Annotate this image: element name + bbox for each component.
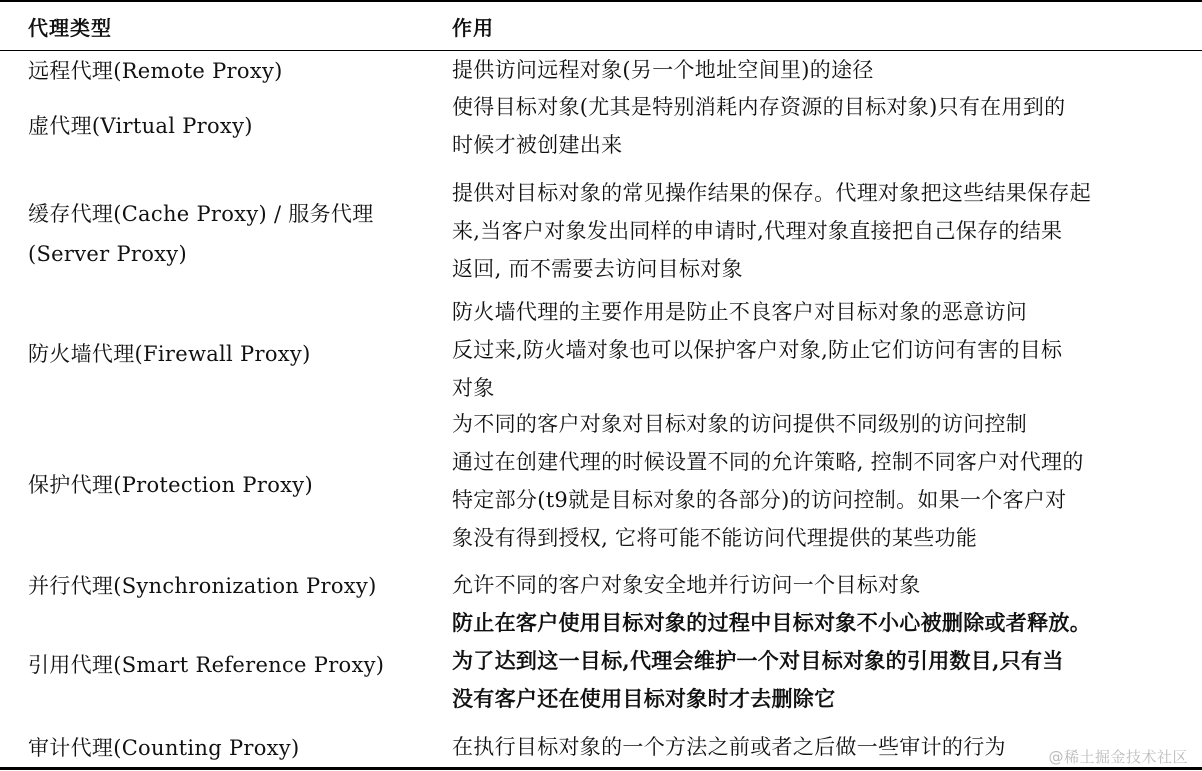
proxy-type-firewall: 防火墙代理(Firewall Proxy) bbox=[28, 342, 311, 366]
proxy-type-protection: 保护代理(Protection Proxy) bbox=[28, 473, 313, 497]
table-top-rule bbox=[0, 0, 1202, 2]
proxy-type-virtual: 虚代理(Virtual Proxy) bbox=[28, 114, 253, 138]
purpose-firewall: 防火墙代理的主要作用是防止不良客户对目标对象的恶意访问 反过来,防火墙对象也可以保护客户对象,防止它们访问有害的目标 对象 bbox=[452, 300, 1063, 400]
proxy-type-cache: 缓存代理(Cache Proxy) / 服务代理 (Server Proxy) bbox=[28, 202, 374, 266]
purpose-remote: 提供访问远程对象(另一个地址空间里)的途径 bbox=[452, 58, 874, 82]
purpose-smart-reference: 防止在客户使用目标对象的过程中目标对象不小心被删除或者释放。 为了达到这一目标,代理会维护一个对目标对象的引用数目,只有当 没有客户还在使用目标对象时才去删除它 bbox=[452, 610, 1091, 711]
purpose-counting: 在执行目标对象的一个方法之前或者之后做一些审计的行为 bbox=[452, 735, 1006, 759]
proxy-type-remote: 远程代理(Remote Proxy) bbox=[28, 59, 283, 83]
header-purpose: 作用 bbox=[452, 16, 494, 40]
purpose-virtual: 使得目标对象(尤其是特别消耗内存资源的目标对象)只有在用到的 时候才被创建出来 bbox=[452, 95, 1066, 157]
purpose-cache: 提供对目标对象的常见操作结果的保存。代理对象把这些结果保存起 来,当客户对象发出同样的申请时,代理对象直接把自己保存的结果 返回, 而不需要去访问目标对象 bbox=[452, 181, 1091, 281]
header-proxy-type: 代理类型 bbox=[28, 16, 112, 40]
purpose-protection: 为不同的客户对象对目标对象的访问提供不同级别的访问控制 通过在创建代理的时候设置不同的允许策略, 控制不同客户对代理的 特定部分(t9就是目标对象的各部分)的访问控制。如果一个客户对 象没有得到授权, 它将可能不能访问代理提供的某些功能 bbox=[452, 412, 1084, 550]
site-watermark: @稀土掘金技术社区 bbox=[1048, 748, 1188, 766]
proxy-type-counting: 审计代理(Counting Proxy) bbox=[28, 736, 300, 760]
table-bottom-rule bbox=[0, 767, 1202, 770]
proxy-type-synchronization: 并行代理(Synchronization Proxy) bbox=[28, 574, 377, 598]
purpose-synchronization: 允许不同的客户对象安全地并行访问一个目标对象 bbox=[452, 573, 921, 597]
proxy-type-smart-reference: 引用代理(Smart Reference Proxy) bbox=[28, 653, 385, 677]
